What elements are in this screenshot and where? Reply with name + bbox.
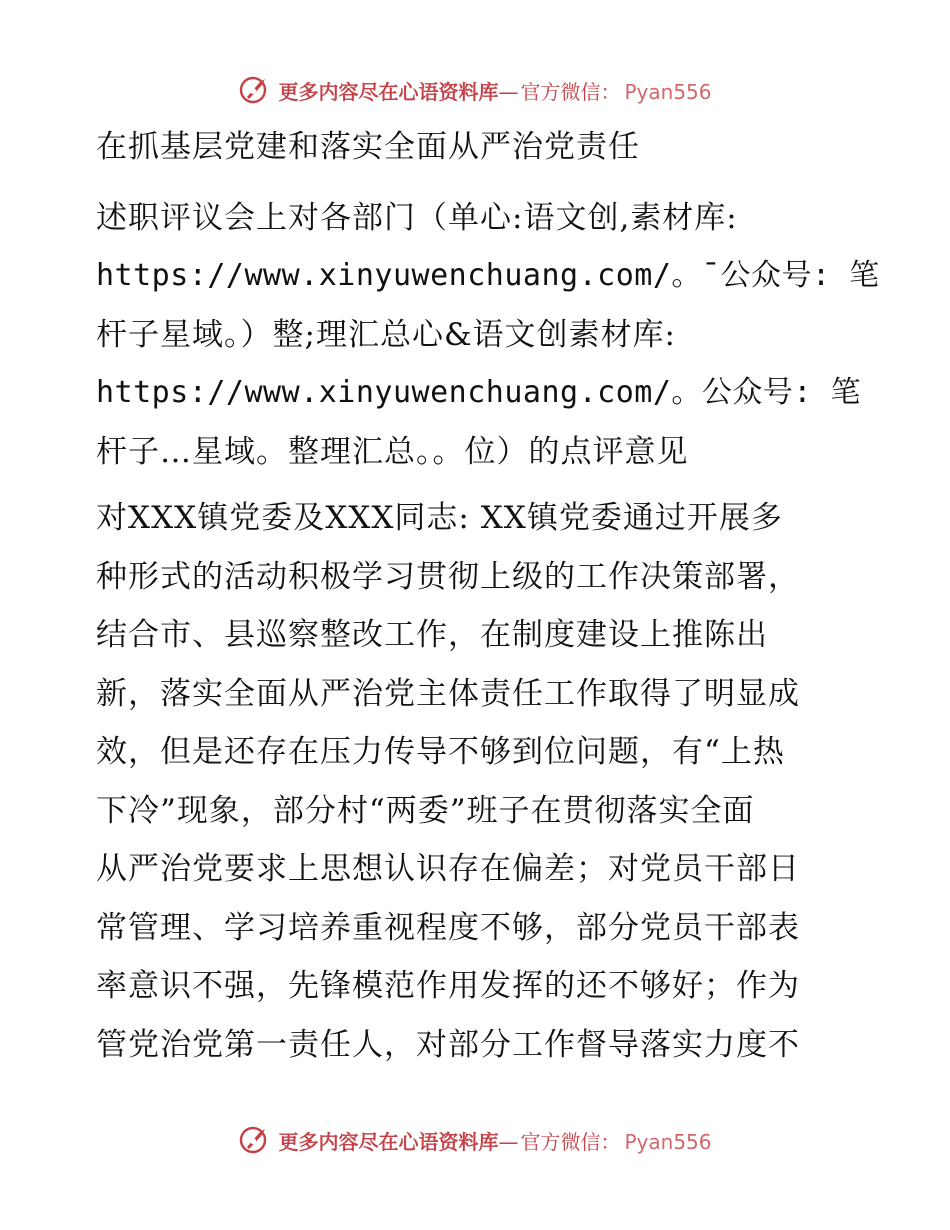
paragraph-line: 常管理、学习培养重视程度不够，部分党员干部表 <box>96 909 800 946</box>
paragraph-line: 种形式的活动积极学习贯彻上级的工作决策部署， <box>96 558 800 595</box>
title-line: 在抓基层党建和落实全面从严治党责任 <box>96 129 640 165</box>
watermark-dash: — <box>498 79 519 104</box>
watermark-dash: — <box>498 1129 519 1154</box>
watermark-footer <box>0 1120 950 1160</box>
subtitle-line: https://www.xinyuwenchuang.com/。公众号: 笔 <box>96 375 862 410</box>
subtitle-line: https://www.xinyuwenchuang.com/。¯公众号: 笔 <box>96 258 880 293</box>
watermark-header <box>0 70 950 110</box>
subtitle-line: 杆子…星域。整理汇总。。位）的点评意见 <box>96 433 689 470</box>
paragraph-line: 新，落实全面从严治党主体责任工作取得了明显成 <box>96 675 800 712</box>
paragraph-line: 下冷”现象，部分村“两委”班子在贯彻落实全面 <box>96 792 755 829</box>
watermark-brand: 更多内容尽在心语资料库 <box>278 79 499 104</box>
document-body <box>96 118 880 1074</box>
subtitle-line: 杆子星域。）整;理汇总心&语文创素材库: <box>96 316 676 353</box>
paragraph-line: 结合市、县巡察整改工作，在制度建设上推陈出 <box>96 617 768 653</box>
paragraph-line: 率意识不强，先锋模范作用发挥的还不够好；作为 <box>96 968 800 1004</box>
subtitle-line: 述职评议会上对各部门（单心:语文创,素材库: <box>96 199 738 236</box>
watermark-id: Pyan556 <box>624 79 712 104</box>
paragraph-line: 效，但是还存在压力传导不够到位问题，有“上热 <box>96 734 785 770</box>
watermark-text <box>278 76 711 105</box>
pen-nib-logo-icon <box>238 73 272 107</box>
paragraph-line: 从严治党要求上思想认识存在偏差；对党员干部日 <box>96 851 800 887</box>
watermark-text <box>278 1126 711 1155</box>
watermark-official: 官方微信： <box>520 1129 621 1154</box>
watermark-official: 官方微信： <box>520 79 621 104</box>
watermark-id: Pyan556 <box>624 1129 712 1154</box>
paragraph-line: 对XXX镇党委及XXX同志: XX镇党委通过开展多 <box>96 500 783 536</box>
pen-nib-logo-icon <box>238 1123 272 1157</box>
watermark-brand: 更多内容尽在心语资料库 <box>278 1129 499 1154</box>
paragraph-line: 管党治党第一责任人，对部分工作督导落实力度不 <box>96 1026 800 1063</box>
